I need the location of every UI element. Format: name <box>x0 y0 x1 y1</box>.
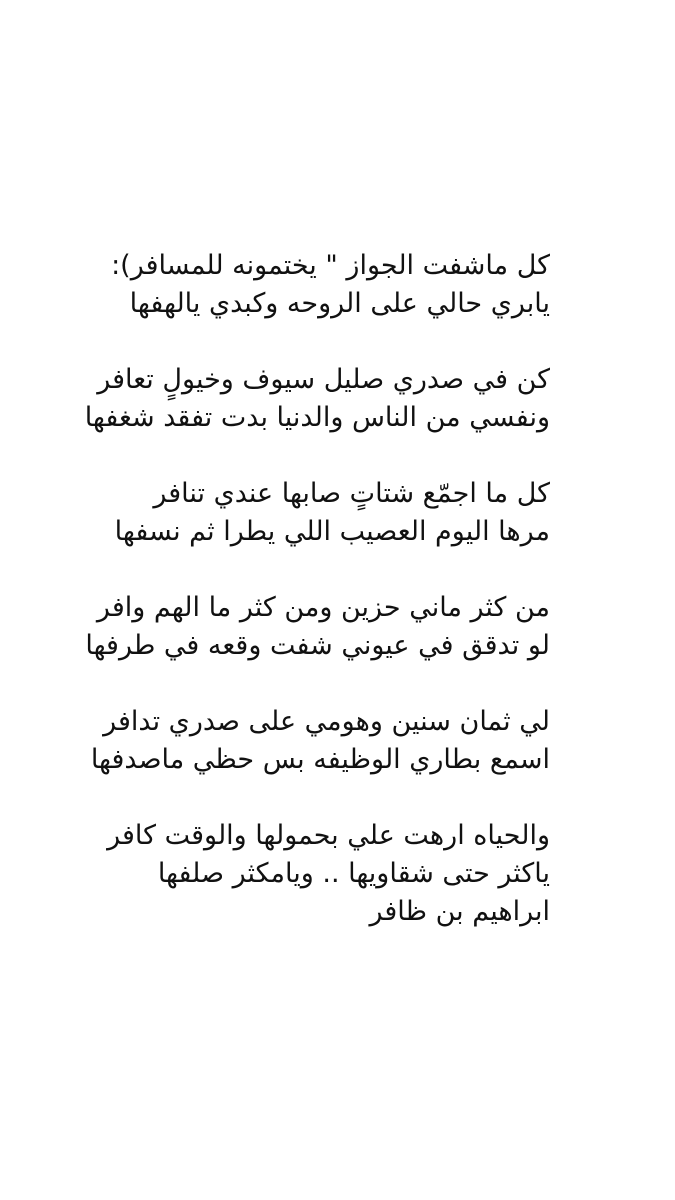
stanza-gap <box>0 779 675 817</box>
stanza-gap <box>0 665 675 703</box>
poem-line: كن في صدري صليل سيوف وخيولٍ تعافر <box>97 364 550 395</box>
stanza-gap <box>0 437 675 475</box>
stanza-gap <box>0 323 675 361</box>
poem-line: ونفسي من الناس والدنيا بدت تفقد شغفها <box>84 402 550 433</box>
stanza-gap <box>0 551 675 589</box>
poem-line: كل ماشفت الجواز " يختمونه للمسافر): <box>111 250 550 281</box>
poem-line: اسمع بطاري الوظيفه بس حظي ماصدفها <box>90 744 550 775</box>
poem-text-block <box>0 247 675 931</box>
poet-name: ابراهيم بن ظافر <box>369 896 550 927</box>
poem-line: كل ما اجمّع شتاتٍ صابها عندي تنافر <box>153 478 550 509</box>
poem-line: والحياه ارهت علي بحمولها والوقت كافر <box>107 820 550 851</box>
poem-line: يابري حالي على الروحه وكبدي يالهفها <box>129 288 550 319</box>
poem-line: لو تدقق في عيوني شفت وقعه في طرفها <box>85 630 550 661</box>
poem-line: لي ثمان سنين وهومي على صدري تدافر <box>103 706 550 737</box>
poem-line: مرها اليوم العصيب اللي يطرا ثم نسفها <box>114 516 550 547</box>
poem-line: من كثر ماني حزين ومن كثر ما الهم وافر <box>96 592 550 623</box>
poem-line: ياكثر حتى شقاويها .. ويامكثر صلفها <box>157 858 550 889</box>
